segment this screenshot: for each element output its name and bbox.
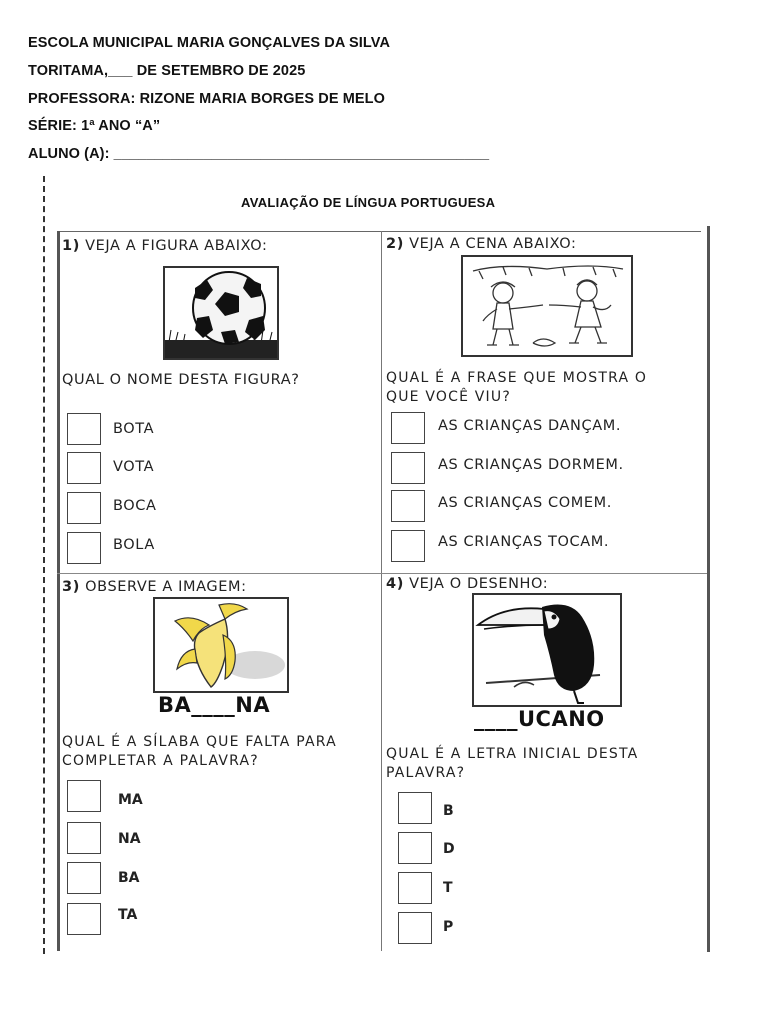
grade-line: SÉRIE: 1ª ANO “A” xyxy=(28,118,161,134)
q1-option-3-label: BOCA xyxy=(113,498,157,514)
q4-option-3-label: T xyxy=(443,880,453,896)
q3-option-3-checkbox[interactable] xyxy=(67,862,101,894)
frame-top-border xyxy=(57,231,701,232)
q2-number: 2) xyxy=(386,236,404,252)
soccer-ball-icon xyxy=(165,268,277,358)
q2-option-3-checkbox[interactable] xyxy=(391,490,425,522)
frame-center-divider xyxy=(381,231,382,951)
q3-word: BA____NA xyxy=(158,693,271,717)
banana-icon xyxy=(155,599,287,691)
q2-option-4-checkbox[interactable] xyxy=(391,530,425,562)
date-line: TORITAMA,___ DE SETEMBRO DE 2025 xyxy=(28,63,306,79)
exam-title: AVALIAÇÃO DE LÍNGUA PORTUGUESA xyxy=(241,195,496,210)
student-line: ALUNO (A): ______________________________________________ xyxy=(28,146,490,162)
q4-option-2-label: D xyxy=(443,841,455,857)
cut-line xyxy=(43,176,45,954)
q1-option-3-checkbox[interactable] xyxy=(67,492,101,524)
q2-option-4-label: AS CRIANÇAS TOCAM. xyxy=(438,534,610,550)
q3-heading-text: OBSERVE A IMAGEM: xyxy=(85,579,247,595)
q3-option-4-checkbox[interactable] xyxy=(67,903,101,935)
q1-heading-text: VEJA A FIGURA ABAIXO: xyxy=(85,238,268,254)
q4-option-4-checkbox[interactable] xyxy=(398,912,432,944)
q4-number: 4) xyxy=(386,576,404,592)
q1-option-4-label: BOLA xyxy=(113,537,155,553)
q1-prompt: QUAL O NOME DESTA FIGURA? xyxy=(62,372,300,388)
q4-option-1-label: B xyxy=(443,803,454,819)
q2-image-frame xyxy=(461,255,633,357)
q3-option-4-label: TA xyxy=(118,907,138,923)
q4-prompt-line-1: QUAL É A LETRA INICIAL DESTA xyxy=(386,746,639,762)
q1-option-2-checkbox[interactable] xyxy=(67,452,101,484)
children-dancing-icon xyxy=(463,257,631,355)
q3-option-3-label: BA xyxy=(118,870,140,886)
q2-option-2-label: AS CRIANÇAS DORMEM. xyxy=(438,457,624,473)
q4-heading-text: VEJA O DESENHO: xyxy=(409,576,549,592)
q2-heading xyxy=(386,236,576,252)
toucan-icon xyxy=(474,595,620,705)
q3-option-2-label: NA xyxy=(118,831,141,847)
q1-image-frame xyxy=(163,266,279,360)
q4-prompt-line-2: PALAVRA? xyxy=(386,765,466,781)
teacher-name: PROFESSORA: RIZONE MARIA BORGES DE MELO xyxy=(28,91,386,107)
q2-option-1-label: AS CRIANÇAS DANÇAM. xyxy=(438,418,622,434)
q1-option-4-checkbox[interactable] xyxy=(67,532,101,564)
q1-heading xyxy=(62,238,268,254)
q2-heading-text: VEJA A CENA ABAIXO: xyxy=(409,236,577,252)
q2-option-1-checkbox[interactable] xyxy=(391,412,425,444)
q3-image-frame xyxy=(153,597,289,693)
q2-prompt-line-2: QUE VOCÊ VIU? xyxy=(386,389,511,405)
q2-option-2-checkbox[interactable] xyxy=(391,452,425,484)
frame-right-border xyxy=(707,226,710,952)
q4-option-1-checkbox[interactable] xyxy=(398,792,432,824)
frame-horizontal-divider xyxy=(57,573,707,574)
q4-option-2-checkbox[interactable] xyxy=(398,832,432,864)
q1-number: 1) xyxy=(62,238,80,254)
q1-option-1-label: BOTA xyxy=(113,421,155,437)
q4-option-4-label: P xyxy=(443,919,454,935)
q2-option-3-label: AS CRIANÇAS COMEM. xyxy=(438,495,612,511)
q4-word: ____UCANO xyxy=(474,707,605,731)
q3-prompt-line-2: COMPLETAR A PALAVRA? xyxy=(62,753,259,769)
q1-option-1-checkbox[interactable] xyxy=(67,413,101,445)
q2-prompt-line-1: QUAL É A FRASE QUE MOSTRA O xyxy=(386,370,648,386)
q3-option-1-checkbox[interactable] xyxy=(67,780,101,812)
q3-number: 3) xyxy=(62,579,80,595)
q3-prompt-line-1: QUAL É A SÍLABA QUE FALTA PARA xyxy=(62,734,337,750)
q4-option-3-checkbox[interactable] xyxy=(398,872,432,904)
school-name: ESCOLA MUNICIPAL MARIA GONÇALVES DA SILVA xyxy=(28,35,391,51)
q1-option-2-label: VOTA xyxy=(113,459,155,475)
frame-left-border xyxy=(57,231,60,951)
q4-image-frame xyxy=(472,593,622,707)
q4-heading xyxy=(386,576,548,592)
q3-option-1-label: MA xyxy=(118,792,143,808)
q3-option-2-checkbox[interactable] xyxy=(67,822,101,854)
q3-heading xyxy=(62,579,247,595)
